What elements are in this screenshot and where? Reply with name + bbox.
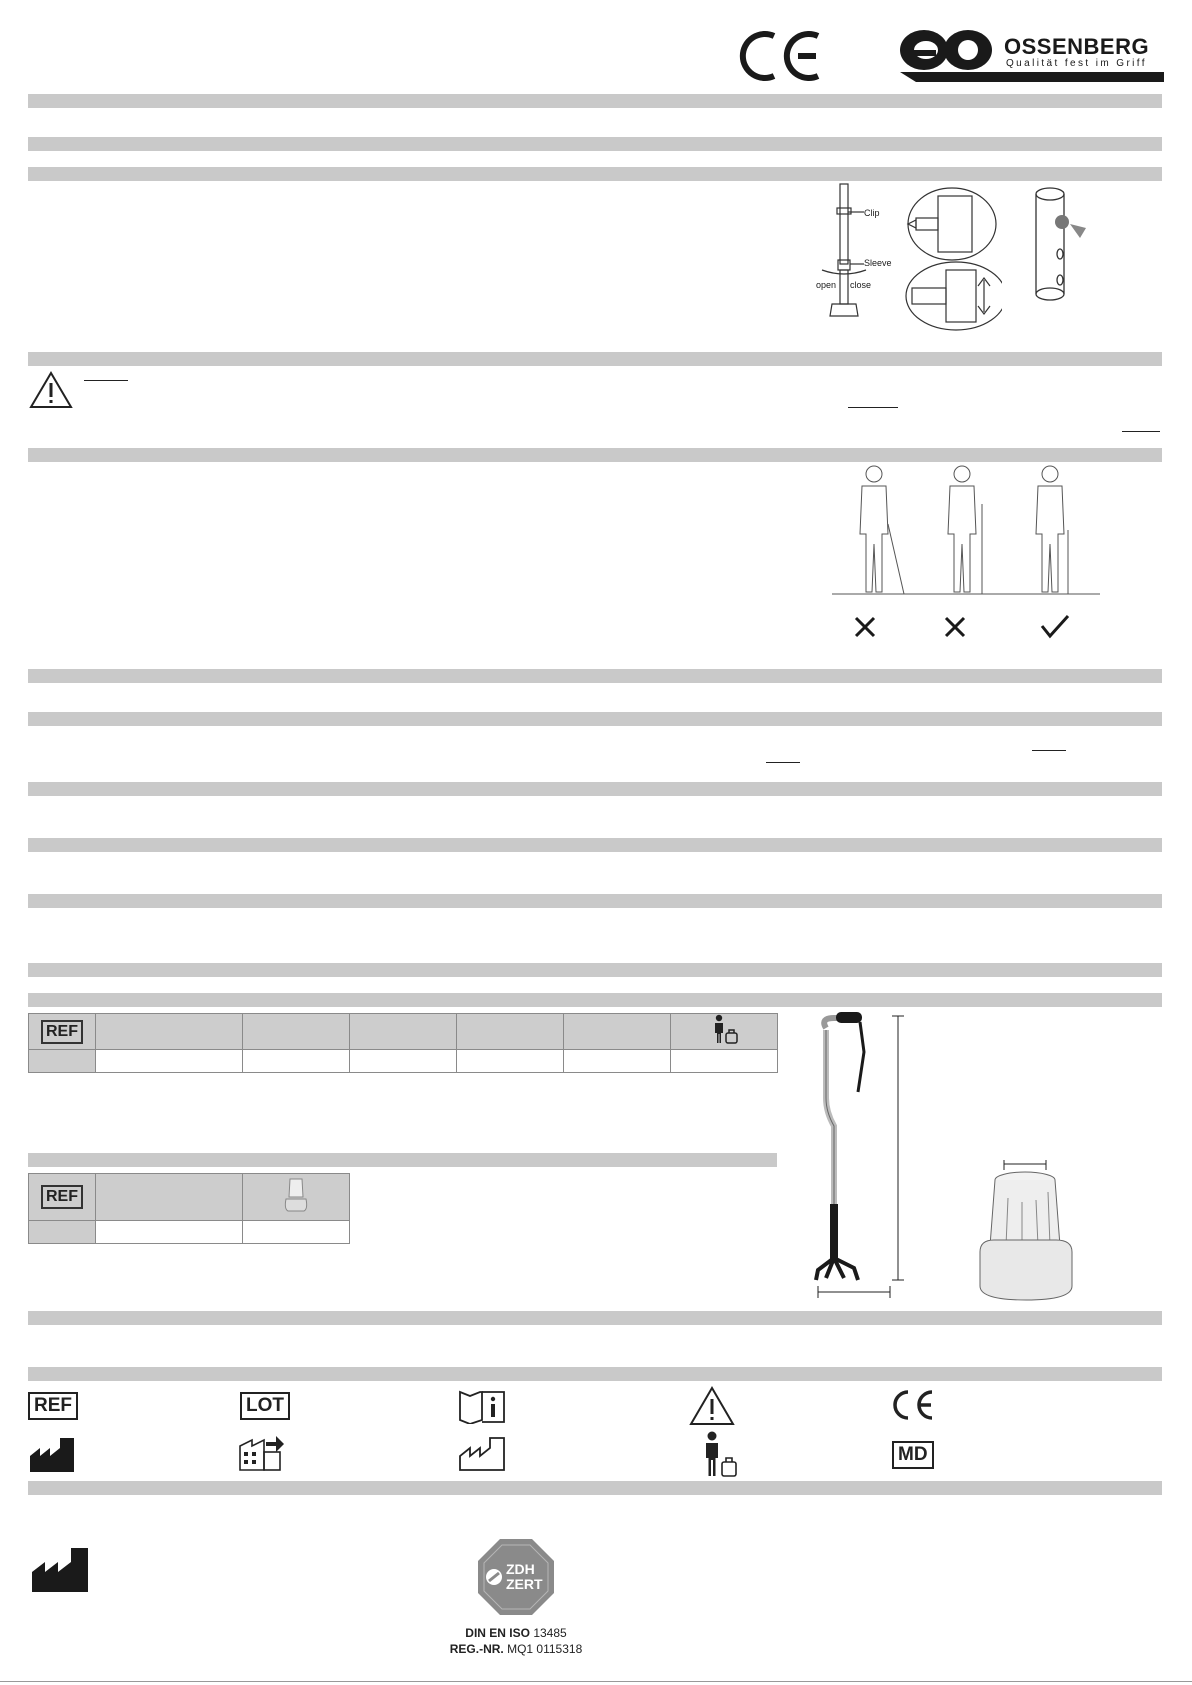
underline-mark — [1032, 750, 1066, 751]
cane-posture-figure — [832, 464, 1100, 644]
max-user-weight-icon — [700, 1430, 740, 1478]
date-of-manufacture-icon — [458, 1436, 506, 1472]
instructions-for-use-icon — [458, 1388, 506, 1424]
ref-symbol: REF — [41, 1020, 83, 1044]
section-bar — [28, 1153, 777, 1167]
section-bar — [28, 894, 1162, 908]
open-label: open — [816, 280, 837, 290]
caution-icon — [688, 1385, 736, 1427]
ossenberg-logo — [896, 26, 1164, 86]
ref-header-cell — [29, 1014, 96, 1050]
rubber-tip-header — [243, 1174, 350, 1221]
section-bar — [28, 94, 1162, 108]
tube-clip-figure — [1024, 184, 1094, 304]
seal-text-1: ZDH — [506, 1561, 535, 1577]
underline-mark — [848, 407, 898, 408]
iso-standard-line: DIN EN ISO 13485 — [465, 1626, 567, 1640]
ref-symbol: REF — [41, 1185, 83, 1209]
underline-mark — [84, 380, 128, 381]
height-adjustment-figure — [812, 180, 1002, 332]
close-label: close — [850, 280, 872, 290]
spare-tip-table — [28, 1173, 350, 1244]
section-bar — [28, 167, 1162, 181]
underline-mark — [766, 762, 800, 763]
section-bar — [28, 993, 1162, 1007]
ce-mark — [738, 28, 824, 84]
lot-symbol: LOT — [240, 1392, 290, 1420]
section-bar — [28, 712, 1162, 726]
ref-header-cell — [29, 1174, 96, 1221]
logo-tagline: Qualität fest im Griff — [1006, 58, 1147, 69]
section-bar — [28, 1367, 1162, 1381]
ce-symbol — [886, 1388, 936, 1422]
zdh-zert-seal — [476, 1537, 556, 1617]
rubber-tip-drawing — [974, 1158, 1084, 1304]
manufacturer-icon — [30, 1546, 90, 1594]
section-bar — [28, 137, 1162, 151]
warning-icon — [28, 370, 74, 410]
bottom-rule — [0, 1681, 1192, 1682]
seal-text-2: ZERT — [506, 1576, 543, 1592]
importer-icon — [238, 1430, 286, 1472]
section-bar — [28, 963, 1162, 977]
section-bar — [28, 1481, 1162, 1495]
rubber-tip-icon — [283, 1177, 309, 1213]
clip-label: Clip — [864, 208, 880, 218]
underline-mark — [1122, 431, 1160, 432]
logo-text: OSSENBERG — [1004, 34, 1150, 59]
section-bar — [28, 782, 1162, 796]
section-bar — [28, 1311, 1162, 1325]
section-bar — [28, 448, 1162, 462]
section-bar — [28, 352, 1162, 366]
max-user-weight-icon — [709, 1014, 739, 1044]
section-bar — [28, 669, 1162, 683]
registration-number-line: REG.-NR. MQ1 0115318 — [449, 1642, 583, 1656]
ref-symbol: REF — [28, 1392, 78, 1420]
max-user-weight-header — [671, 1014, 778, 1050]
medical-device-symbol: MD — [892, 1441, 934, 1469]
sleeve-label: Sleeve — [864, 258, 892, 268]
product-spec-table — [28, 1013, 778, 1073]
section-bar — [28, 838, 1162, 852]
manufacturer-icon — [28, 1436, 76, 1472]
quad-cane-drawing — [812, 1008, 922, 1308]
